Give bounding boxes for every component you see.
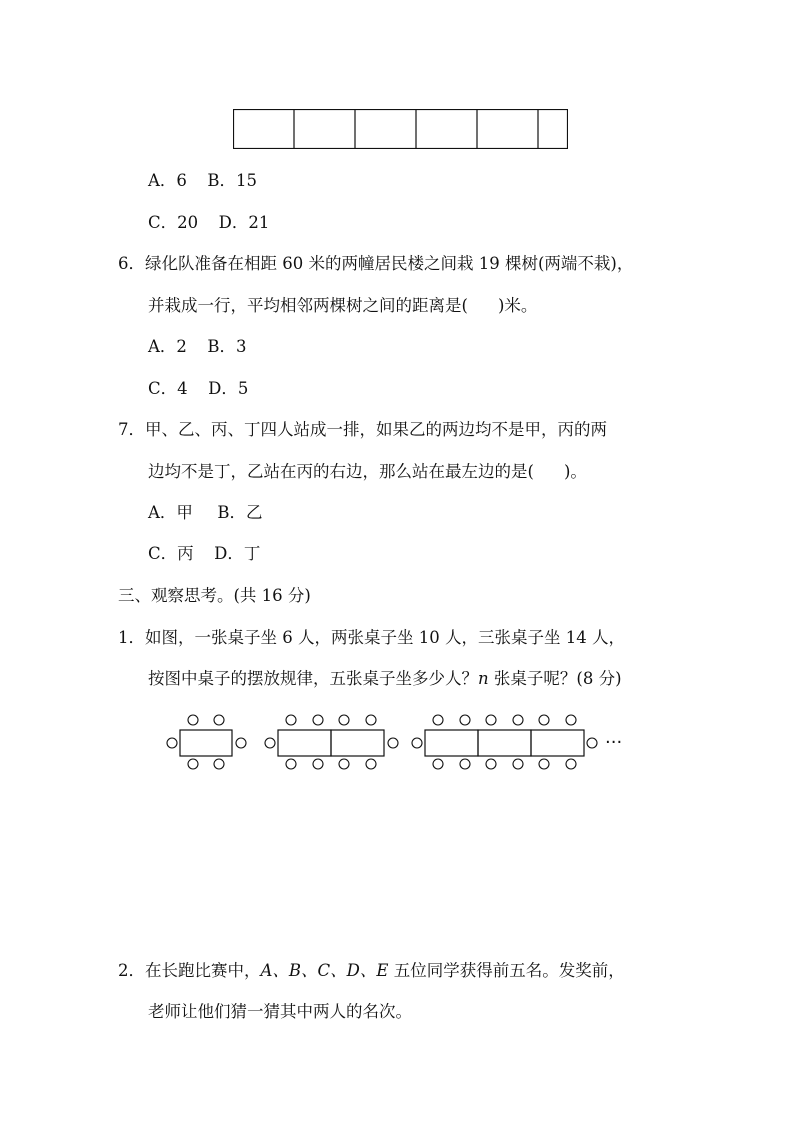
seat <box>388 738 398 748</box>
seat <box>167 738 177 748</box>
seat <box>214 715 224 725</box>
seat <box>513 759 523 769</box>
table <box>331 730 384 756</box>
s3q2-line2: 老师让他们猜一猜其中两人的名次。 <box>148 1002 412 1021</box>
q6-line2-after: )米。 <box>497 296 538 315</box>
seat <box>587 738 597 748</box>
s3q1-line1: 1．如图，一张桌子坐 6 人，两张桌子坐 10 人，三张桌子坐 14 人， <box>118 628 625 647</box>
q7-line2-after: )。 <box>563 462 587 481</box>
q6-option-c[interactable]: C．4 <box>148 379 188 398</box>
seat <box>339 759 349 769</box>
q7-options-row1 <box>148 502 263 524</box>
table <box>180 730 232 756</box>
q7-option-d[interactable]: D．丁 <box>214 544 261 563</box>
s3q2-line1-before: 2．在长跑比赛中， <box>118 961 261 980</box>
seat <box>188 759 198 769</box>
s3q2-letters: A、B、C、D、E <box>260 961 389 980</box>
q6-option-b[interactable]: B．3 <box>207 337 247 356</box>
s3q1-line2 <box>148 668 622 690</box>
s3q2-line1-after: 五位同学获得前五名。发奖前， <box>388 961 625 980</box>
s3q1-line2-after: 张桌子呢？(8 分) <box>488 669 622 688</box>
seat <box>513 715 523 725</box>
seat <box>412 738 422 748</box>
seat <box>460 715 470 725</box>
continuation-dots: ··· <box>605 732 623 753</box>
seat <box>460 759 470 769</box>
seat <box>313 759 323 769</box>
table <box>278 730 331 756</box>
seat <box>188 715 198 725</box>
q7-option-c[interactable]: C．丙 <box>148 544 194 563</box>
seat <box>313 715 323 725</box>
seat <box>366 715 376 725</box>
q5-options-row2 <box>148 212 269 234</box>
q6-line2-before: 并栽成一行，平均相邻两棵树之间的距离是( <box>148 296 468 315</box>
grid-outline <box>234 110 568 149</box>
seat <box>366 759 376 769</box>
q7-option-b[interactable]: B．乙 <box>217 503 263 522</box>
seat <box>286 759 296 769</box>
seat <box>236 738 246 748</box>
s3q2-line1 <box>118 960 625 982</box>
table <box>425 730 478 756</box>
q5-option-d[interactable]: D．21 <box>218 213 270 232</box>
figure-group-1 <box>167 715 246 769</box>
grid-boxes-figure <box>233 109 568 149</box>
seat <box>566 759 576 769</box>
figure-group-2 <box>265 715 398 769</box>
q7-line1: 7．甲、乙、丙、丁四人站成一排，如果乙的两边均不是甲，丙的两 <box>118 420 607 439</box>
q6-option-a[interactable]: A．2 <box>148 337 187 356</box>
seat <box>486 715 496 725</box>
s3q1-line2-before: 按图中桌子的摆放规律，五张桌子坐多少人？ <box>148 669 478 688</box>
q7-options-row2 <box>148 543 260 565</box>
q6-option-d[interactable]: D．5 <box>208 379 249 398</box>
q5-option-a[interactable]: A．6 <box>148 171 187 190</box>
q6-options-row2 <box>148 378 248 400</box>
seat <box>214 759 224 769</box>
table <box>478 730 531 756</box>
q6-options-row1 <box>148 336 247 358</box>
seat <box>339 715 349 725</box>
q7-line2-before: 边均不是丁，乙站在丙的右边，那么站在最左边的是( <box>148 462 534 481</box>
seat <box>566 715 576 725</box>
seat <box>286 715 296 725</box>
q6-line2 <box>148 295 537 317</box>
s3q1-variable-n: n <box>478 669 489 688</box>
q5-options-row1 <box>148 170 257 192</box>
table <box>531 730 584 756</box>
q6-line1: 6．绿化队准备在相距 60 米的两幢居民楼之间栽 19 棵树(两端不栽)， <box>118 254 634 273</box>
seat <box>486 759 496 769</box>
seat <box>433 715 443 725</box>
q5-option-c[interactable]: C．20 <box>148 213 199 232</box>
seat <box>265 738 275 748</box>
q5-option-b[interactable]: B．15 <box>207 171 258 190</box>
seat <box>539 715 549 725</box>
seat <box>433 759 443 769</box>
tables-seats-figure <box>160 708 640 778</box>
seat <box>539 759 549 769</box>
figure-group-3 <box>412 715 597 769</box>
section3-title: 三、观察思考。(共 16 分) <box>118 586 311 605</box>
q7-option-a[interactable]: A．甲 <box>148 503 193 522</box>
q7-line2 <box>148 461 587 483</box>
